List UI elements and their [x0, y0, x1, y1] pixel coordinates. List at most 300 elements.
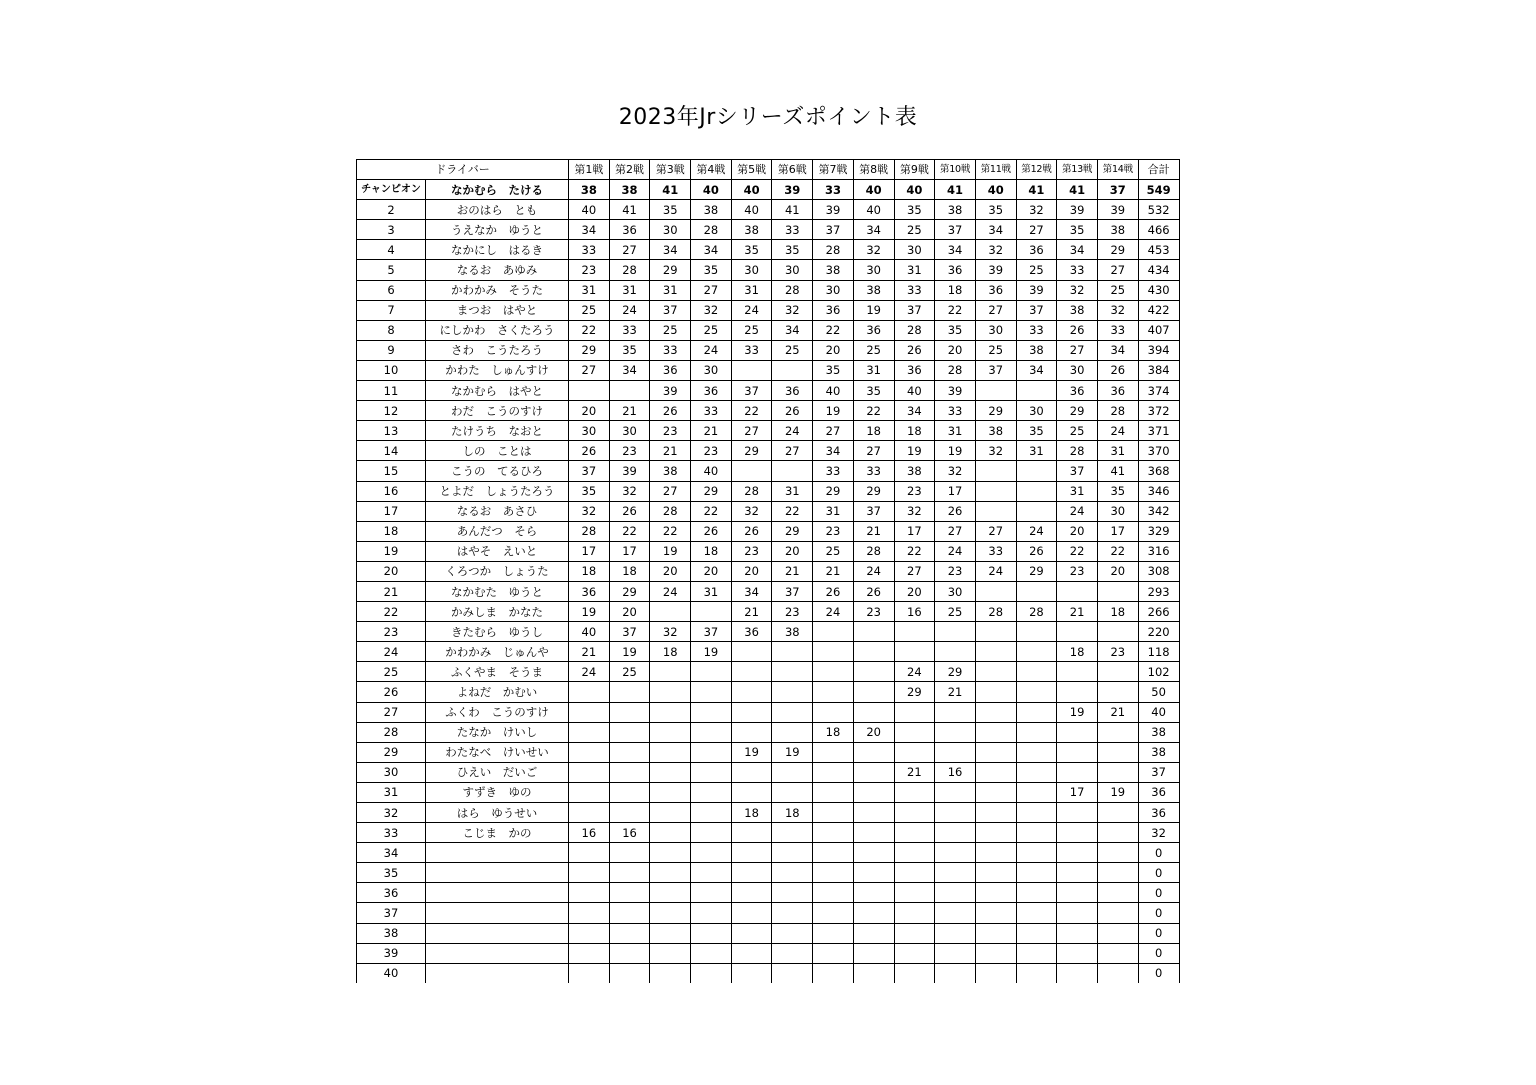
- race-1-points-cell: 17: [569, 541, 610, 561]
- rank-cell: 40: [357, 963, 426, 983]
- driver-name-cell: にしかわ さくたろう: [426, 320, 569, 340]
- race-2-points-cell: 24: [609, 300, 650, 320]
- driver-name-cell: [426, 883, 569, 903]
- race-12-points-cell: [1016, 863, 1057, 883]
- race-5-points-cell: 37: [731, 381, 772, 401]
- race-7-points-cell: 34: [813, 441, 854, 461]
- race-12-points-cell: [1016, 923, 1057, 943]
- table-row: [357, 742, 1180, 762]
- rank-cell: チャンピオン: [357, 180, 426, 200]
- race-5-points-cell: [731, 823, 772, 843]
- race-3-points-cell: [650, 682, 691, 702]
- race-11-points-cell: 27: [975, 300, 1016, 320]
- race-4-points-cell: [691, 863, 732, 883]
- race-12-points-cell: [1016, 963, 1057, 983]
- race-13-points-cell: 32: [1057, 280, 1098, 300]
- race-13-points-cell: 25: [1057, 421, 1098, 441]
- driver-name-cell: こじま かの: [426, 823, 569, 843]
- race-4-points-cell: 18: [691, 541, 732, 561]
- table-row: [357, 421, 1180, 441]
- race-10-points-cell: [935, 883, 976, 903]
- race-4-points-cell: 36: [691, 381, 732, 401]
- race-5-points-cell: 29: [731, 441, 772, 461]
- race-5-points-cell: 40: [731, 180, 772, 200]
- race-9-points-cell: [894, 622, 935, 642]
- race-3-points-cell: [650, 963, 691, 983]
- race-10-points-cell: 19: [935, 441, 976, 461]
- race-13-points-cell: 17: [1057, 782, 1098, 802]
- race-11-points-cell: 30: [975, 320, 1016, 340]
- race-12-points-cell: 32: [1016, 200, 1057, 220]
- race-3-points-cell: 37: [650, 300, 691, 320]
- table-row: [357, 823, 1180, 843]
- race-7-points-cell: 26: [813, 581, 854, 601]
- rank-cell: 35: [357, 863, 426, 883]
- driver-name-cell: かわかみ そうた: [426, 280, 569, 300]
- race-11-points-cell: [975, 963, 1016, 983]
- race-8-points-cell: [853, 622, 894, 642]
- total-cell: 394: [1138, 340, 1179, 360]
- race-13-points-cell: 35: [1057, 220, 1098, 240]
- race-12-points-cell: [1016, 903, 1057, 923]
- race-14-points-cell: [1097, 742, 1138, 762]
- race-2-points-cell: [609, 903, 650, 923]
- race-8-points-cell: [853, 642, 894, 662]
- race-5-points-cell: 23: [731, 541, 772, 561]
- total-cell: 370: [1138, 441, 1179, 461]
- race-9-points-cell: 35: [894, 200, 935, 220]
- race-10-points-cell: [935, 742, 976, 762]
- rank-cell: 26: [357, 682, 426, 702]
- race-14-points-cell: [1097, 943, 1138, 963]
- race-8-points-cell: [853, 803, 894, 823]
- race-9-points-cell: 21: [894, 762, 935, 782]
- race-13-points-cell: [1057, 903, 1098, 923]
- race-4-points-cell: 30: [691, 360, 732, 380]
- race-7-points-cell: [813, 762, 854, 782]
- table-row: [357, 521, 1180, 541]
- race-7-points-cell: 21: [813, 561, 854, 581]
- race-13-points-cell: [1057, 943, 1098, 963]
- table-row: [357, 702, 1180, 722]
- race-13-points-cell: 38: [1057, 300, 1098, 320]
- race-11-points-cell: 27: [975, 521, 1016, 541]
- race-11-points-cell: [975, 581, 1016, 601]
- race-5-points-cell: 20: [731, 561, 772, 581]
- race-10-points-cell: 26: [935, 501, 976, 521]
- race-6-points-cell: 27: [772, 441, 813, 461]
- race-13-points-cell: 41: [1057, 180, 1098, 200]
- race-8-points-cell: [853, 843, 894, 863]
- total-cell: 549: [1138, 180, 1179, 200]
- race-6-points-cell: 35: [772, 240, 813, 260]
- race-6-points-cell: 32: [772, 300, 813, 320]
- race-13-points-cell: 34: [1057, 240, 1098, 260]
- driver-name-cell: こうの てるひろ: [426, 461, 569, 481]
- driver-name-cell: かわた しゅんすけ: [426, 360, 569, 380]
- race-3-points-cell: 32: [650, 622, 691, 642]
- race-5-points-cell: [731, 461, 772, 481]
- race-4-points-cell: [691, 903, 732, 923]
- race-5-points-cell: 30: [731, 260, 772, 280]
- race-12-points-cell: [1016, 682, 1057, 702]
- race-8-points-cell: 38: [853, 280, 894, 300]
- race-3-points-cell: 30: [650, 220, 691, 240]
- race-14-points-cell: 30: [1097, 501, 1138, 521]
- race-12-points-cell: 28: [1016, 602, 1057, 622]
- table-row: [357, 300, 1180, 320]
- race-12-points-cell: [1016, 803, 1057, 823]
- driver-name-cell: わだ こうのすけ: [426, 401, 569, 421]
- race-10-points-cell: 21: [935, 682, 976, 702]
- rank-cell: 39: [357, 943, 426, 963]
- race-10-points-cell: 24: [935, 541, 976, 561]
- table-row: [357, 923, 1180, 943]
- race-2-points-cell: 22: [609, 521, 650, 541]
- race-12-points-cell: [1016, 642, 1057, 662]
- race-3-points-cell: 18: [650, 642, 691, 662]
- race-14-points-cell: 38: [1097, 220, 1138, 240]
- race-5-points-cell: [731, 963, 772, 983]
- race-6-points-cell: [772, 923, 813, 943]
- race-1-points-cell: [569, 782, 610, 802]
- race-2-points-cell: [609, 682, 650, 702]
- table-row: [357, 762, 1180, 782]
- race-3-points-cell: 24: [650, 581, 691, 601]
- driver-name-cell: わたなべ けいせい: [426, 742, 569, 762]
- race-2-points-cell: [609, 782, 650, 802]
- race-7-points-cell: [813, 702, 854, 722]
- table-row: [357, 662, 1180, 682]
- race-6-points-cell: 30: [772, 260, 813, 280]
- race-header-8: 第8戦: [853, 160, 894, 180]
- race-2-points-cell: 26: [609, 501, 650, 521]
- race-7-points-cell: [813, 863, 854, 883]
- race-1-points-cell: 29: [569, 340, 610, 360]
- race-10-points-cell: 28: [935, 360, 976, 380]
- race-12-points-cell: [1016, 883, 1057, 903]
- table-row: [357, 883, 1180, 903]
- rank-cell: 22: [357, 602, 426, 622]
- race-4-points-cell: [691, 722, 732, 742]
- driver-name-cell: [426, 923, 569, 943]
- total-header: 合計: [1138, 160, 1179, 180]
- race-3-points-cell: [650, 782, 691, 802]
- race-14-points-cell: 18: [1097, 602, 1138, 622]
- total-cell: 118: [1138, 642, 1179, 662]
- race-11-points-cell: 34: [975, 220, 1016, 240]
- driver-name-cell: なかむた ゆうと: [426, 581, 569, 601]
- race-10-points-cell: 20: [935, 340, 976, 360]
- race-4-points-cell: [691, 782, 732, 802]
- race-5-points-cell: 28: [731, 481, 772, 501]
- total-cell: 0: [1138, 963, 1179, 983]
- race-9-points-cell: [894, 742, 935, 762]
- race-1-points-cell: 32: [569, 501, 610, 521]
- race-2-points-cell: 20: [609, 602, 650, 622]
- race-10-points-cell: [935, 722, 976, 742]
- race-9-points-cell: 19: [894, 441, 935, 461]
- race-3-points-cell: 29: [650, 260, 691, 280]
- race-14-points-cell: 39: [1097, 200, 1138, 220]
- driver-name-cell: [426, 903, 569, 923]
- race-9-points-cell: [894, 702, 935, 722]
- race-13-points-cell: [1057, 923, 1098, 943]
- race-3-points-cell: 41: [650, 180, 691, 200]
- rank-cell: 25: [357, 662, 426, 682]
- driver-name-cell: なるお あゆみ: [426, 260, 569, 280]
- race-4-points-cell: [691, 963, 732, 983]
- total-cell: 293: [1138, 581, 1179, 601]
- race-9-points-cell: 32: [894, 501, 935, 521]
- driver-name-cell: [426, 863, 569, 883]
- race-6-points-cell: [772, 722, 813, 742]
- race-1-points-cell: 21: [569, 642, 610, 662]
- race-1-points-cell: 38: [569, 180, 610, 200]
- race-13-points-cell: 39: [1057, 200, 1098, 220]
- race-10-points-cell: 41: [935, 180, 976, 200]
- rank-cell: 24: [357, 642, 426, 662]
- race-9-points-cell: 26: [894, 340, 935, 360]
- race-11-points-cell: 33: [975, 541, 1016, 561]
- race-12-points-cell: [1016, 782, 1057, 802]
- race-9-points-cell: [894, 823, 935, 843]
- race-3-points-cell: 23: [650, 421, 691, 441]
- rank-cell: 11: [357, 381, 426, 401]
- race-11-points-cell: [975, 381, 1016, 401]
- total-cell: 0: [1138, 923, 1179, 943]
- race-5-points-cell: [731, 682, 772, 702]
- race-10-points-cell: [935, 622, 976, 642]
- race-9-points-cell: [894, 863, 935, 883]
- race-14-points-cell: 24: [1097, 421, 1138, 441]
- race-8-points-cell: 40: [853, 180, 894, 200]
- race-4-points-cell: 26: [691, 521, 732, 541]
- race-5-points-cell: [731, 863, 772, 883]
- race-3-points-cell: 35: [650, 200, 691, 220]
- rank-cell: 31: [357, 782, 426, 802]
- race-8-points-cell: 25: [853, 340, 894, 360]
- page-title: 2023年Jrシリーズポイント表: [618, 105, 918, 130]
- race-6-points-cell: [772, 642, 813, 662]
- race-4-points-cell: [691, 742, 732, 762]
- total-cell: 342: [1138, 501, 1179, 521]
- race-11-points-cell: [975, 501, 1016, 521]
- race-2-points-cell: 39: [609, 461, 650, 481]
- race-14-points-cell: 31: [1097, 441, 1138, 461]
- race-8-points-cell: [853, 782, 894, 802]
- race-8-points-cell: [853, 682, 894, 702]
- race-3-points-cell: 25: [650, 320, 691, 340]
- race-8-points-cell: 18: [853, 421, 894, 441]
- race-13-points-cell: 36: [1057, 381, 1098, 401]
- race-11-points-cell: [975, 762, 1016, 782]
- race-9-points-cell: 23: [894, 481, 935, 501]
- race-4-points-cell: 33: [691, 401, 732, 421]
- total-cell: 38: [1138, 722, 1179, 742]
- race-4-points-cell: [691, 843, 732, 863]
- race-8-points-cell: 19: [853, 300, 894, 320]
- race-7-points-cell: 33: [813, 180, 854, 200]
- race-14-points-cell: 32: [1097, 300, 1138, 320]
- race-7-points-cell: [813, 923, 854, 943]
- driver-name-cell: [426, 843, 569, 863]
- race-11-points-cell: [975, 803, 1016, 823]
- race-13-points-cell: [1057, 883, 1098, 903]
- driver-name-cell: しの ことは: [426, 441, 569, 461]
- table-row: [357, 561, 1180, 581]
- race-10-points-cell: [935, 803, 976, 823]
- race-5-points-cell: 25: [731, 320, 772, 340]
- race-10-points-cell: [935, 943, 976, 963]
- table-row: [357, 863, 1180, 883]
- race-9-points-cell: 20: [894, 581, 935, 601]
- race-9-points-cell: 34: [894, 401, 935, 421]
- race-8-points-cell: [853, 883, 894, 903]
- rank-cell: 20: [357, 561, 426, 581]
- race-10-points-cell: 33: [935, 401, 976, 421]
- race-7-points-cell: 39: [813, 200, 854, 220]
- race-1-points-cell: 34: [569, 220, 610, 240]
- race-9-points-cell: 40: [894, 180, 935, 200]
- total-cell: 407: [1138, 320, 1179, 340]
- race-5-points-cell: [731, 782, 772, 802]
- total-cell: 532: [1138, 200, 1179, 220]
- total-cell: 329: [1138, 521, 1179, 541]
- race-1-points-cell: [569, 903, 610, 923]
- driver-name-cell: なかむら はやと: [426, 381, 569, 401]
- race-8-points-cell: 32: [853, 240, 894, 260]
- table-row: [357, 843, 1180, 863]
- points-table: [356, 159, 1180, 983]
- race-10-points-cell: [935, 903, 976, 923]
- race-14-points-cell: 17: [1097, 521, 1138, 541]
- race-6-points-cell: [772, 883, 813, 903]
- race-header-10: 第10戦: [935, 160, 976, 180]
- race-6-points-cell: [772, 843, 813, 863]
- race-7-points-cell: 31: [813, 501, 854, 521]
- race-6-points-cell: 29: [772, 521, 813, 541]
- race-11-points-cell: [975, 702, 1016, 722]
- driver-name-cell: よねだ かむい: [426, 682, 569, 702]
- rank-cell: 30: [357, 762, 426, 782]
- driver-name-cell: かわかみ じゅんや: [426, 642, 569, 662]
- race-3-points-cell: [650, 662, 691, 682]
- rank-cell: 21: [357, 581, 426, 601]
- total-cell: 36: [1138, 782, 1179, 802]
- total-cell: 453: [1138, 240, 1179, 260]
- race-9-points-cell: [894, 923, 935, 943]
- total-cell: 0: [1138, 843, 1179, 863]
- table-row: [357, 200, 1180, 220]
- race-12-points-cell: [1016, 662, 1057, 682]
- race-4-points-cell: 19: [691, 642, 732, 662]
- table-row: [357, 320, 1180, 340]
- race-13-points-cell: [1057, 762, 1098, 782]
- race-11-points-cell: 25: [975, 340, 1016, 360]
- race-13-points-cell: 22: [1057, 541, 1098, 561]
- table-row: [357, 622, 1180, 642]
- driver-name-cell: なかむら たける: [426, 180, 569, 200]
- race-5-points-cell: 26: [731, 521, 772, 541]
- race-13-points-cell: [1057, 963, 1098, 983]
- race-1-points-cell: 31: [569, 280, 610, 300]
- race-1-points-cell: 30: [569, 421, 610, 441]
- race-12-points-cell: 25: [1016, 260, 1057, 280]
- rank-cell: 37: [357, 903, 426, 923]
- race-7-points-cell: [813, 642, 854, 662]
- race-14-points-cell: 22: [1097, 541, 1138, 561]
- race-11-points-cell: [975, 943, 1016, 963]
- table-row: [357, 682, 1180, 702]
- race-12-points-cell: 31: [1016, 441, 1057, 461]
- race-9-points-cell: 33: [894, 280, 935, 300]
- race-8-points-cell: 40: [853, 200, 894, 220]
- race-14-points-cell: 34: [1097, 340, 1138, 360]
- race-header-1: 第1戦: [569, 160, 610, 180]
- race-8-points-cell: 28: [853, 541, 894, 561]
- race-9-points-cell: 18: [894, 421, 935, 441]
- race-7-points-cell: [813, 662, 854, 682]
- race-7-points-cell: 38: [813, 260, 854, 280]
- race-12-points-cell: 33: [1016, 320, 1057, 340]
- race-5-points-cell: 38: [731, 220, 772, 240]
- race-5-points-cell: [731, 722, 772, 742]
- race-8-points-cell: [853, 963, 894, 983]
- race-10-points-cell: 38: [935, 200, 976, 220]
- driver-name-cell: くろつか しょうた: [426, 561, 569, 581]
- rank-cell: 17: [357, 501, 426, 521]
- race-1-points-cell: [569, 963, 610, 983]
- race-2-points-cell: [609, 943, 650, 963]
- race-8-points-cell: [853, 823, 894, 843]
- race-10-points-cell: [935, 863, 976, 883]
- race-header-4: 第4戦: [691, 160, 732, 180]
- race-1-points-cell: 18: [569, 561, 610, 581]
- race-11-points-cell: [975, 843, 1016, 863]
- race-8-points-cell: 27: [853, 441, 894, 461]
- race-header-3: 第3戦: [650, 160, 691, 180]
- race-10-points-cell: 18: [935, 280, 976, 300]
- race-7-points-cell: 40: [813, 381, 854, 401]
- race-14-points-cell: 21: [1097, 702, 1138, 722]
- race-14-points-cell: [1097, 823, 1138, 843]
- race-5-points-cell: 35: [731, 240, 772, 260]
- race-3-points-cell: [650, 762, 691, 782]
- race-12-points-cell: 36: [1016, 240, 1057, 260]
- race-7-points-cell: 24: [813, 602, 854, 622]
- total-cell: 0: [1138, 903, 1179, 923]
- race-4-points-cell: [691, 762, 732, 782]
- race-7-points-cell: [813, 883, 854, 903]
- rank-cell: 19: [357, 541, 426, 561]
- driver-name-cell: はら ゆうせい: [426, 803, 569, 823]
- race-11-points-cell: [975, 742, 1016, 762]
- race-1-points-cell: 16: [569, 823, 610, 843]
- race-1-points-cell: 25: [569, 300, 610, 320]
- driver-name-cell: なかにし はるき: [426, 240, 569, 260]
- race-6-points-cell: [772, 360, 813, 380]
- table-row: [357, 501, 1180, 521]
- race-5-points-cell: [731, 662, 772, 682]
- race-12-points-cell: [1016, 501, 1057, 521]
- race-7-points-cell: 28: [813, 240, 854, 260]
- race-header-14: 第14戦: [1097, 160, 1138, 180]
- total-cell: 37: [1138, 762, 1179, 782]
- total-cell: 38: [1138, 742, 1179, 762]
- race-14-points-cell: 29: [1097, 240, 1138, 260]
- total-cell: 40: [1138, 702, 1179, 722]
